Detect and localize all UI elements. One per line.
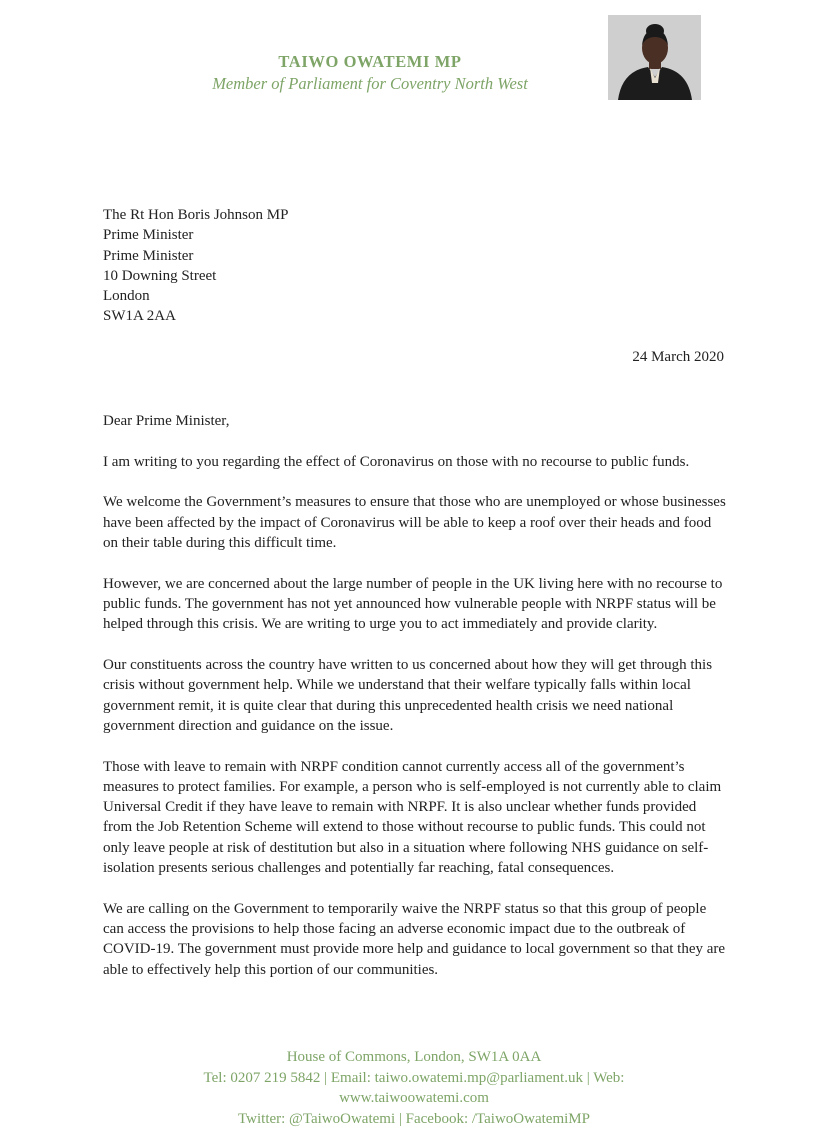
footer-address: House of Commons, London, SW1A 0AA: [286, 1049, 542, 1065]
paragraph-3: However, we are concerned about the large number of people in the UK living here with no recourse to public funds. The government has not yet announced how vulnerable people with NRPF status will be helped through this crisis. We are writing to urge you to act immediately and provide clarity.: [103, 575, 723, 633]
recipient-line-2: Prime Minister: [103, 227, 194, 244]
paragraph-4: Our constituents across the country have written to us concerned about how they will get through this crisis without government help. While we understand that their welfare typically falls within local government remit, it is quite clear that during this unprecedented health crisis we need national government direction and guidance on the issue.: [103, 656, 713, 734]
paragraph-5: Those with leave to remain with NRPF condition cannot currently access all of the government’s measures to protect families. For example, a person who is self-employed is not currently able to claim Universal Credit if they have leave to remain with NRPF. It is also unclear whether funds provided from the Job Retention Scheme will extend to those without recourse to public funds. This could not only leave people at risk of destitution but also in a situation where following NHS guidance on self-isolation presents serious challenges and potentially far reaching, fatal consequences.: [103, 758, 722, 876]
portrait-illustration: [608, 15, 701, 100]
recipient-line-6: SW1A 2AA: [103, 308, 176, 325]
recipient-line-5: London: [103, 288, 150, 305]
mp-constituency: Member of Parliament for Coventry North West: [212, 74, 528, 93]
paragraph-1: I am writing to you regarding the effect of Coronavirus on those with no recourse to public funds.: [103, 453, 690, 470]
paragraph-6: We are calling on the Government to temporarily waive the NRPF status so that this group of people can access the provisions to help those facing an adverse economic impact due to the outbreak of COVID-19. The government must provide more help and guidance to local government so that they are able to effectively help this portion of our communities.: [103, 900, 726, 978]
recipient-line-3: Prime Minister: [103, 247, 194, 264]
recipient-line-4: 10 Downing Street: [103, 267, 217, 284]
letter-footer: [0, 1047, 828, 1129]
letter-body: [103, 411, 728, 1000]
paragraph-2: We welcome the Government’s measures to ensure that those who are unemployed or whose businesses have been affected by the impact of Coronavirus will be able to keep a roof over their heads and food on their table during this difficult time.: [103, 494, 726, 551]
mp-name: TAIWO OWATEMI MP: [278, 52, 462, 71]
salutation: Dear Prime Minister,: [103, 413, 230, 429]
footer-contact: Tel: 0207 219 5842 | Email: taiwo.owatemi.mp@parliament.uk | Web: www.taiwoowatemi.com: [203, 1069, 625, 1106]
letter-date: 24 March 2020: [632, 349, 724, 365]
mp-portrait-photo: [608, 15, 701, 100]
recipient-address: [103, 205, 288, 327]
footer-social: Twitter: @TaiwoOwatemi | Facebook: /TaiwoOwatemiMP: [238, 1110, 590, 1127]
recipient-line-1: The Rt Hon Boris Johnson MP: [103, 207, 289, 223]
